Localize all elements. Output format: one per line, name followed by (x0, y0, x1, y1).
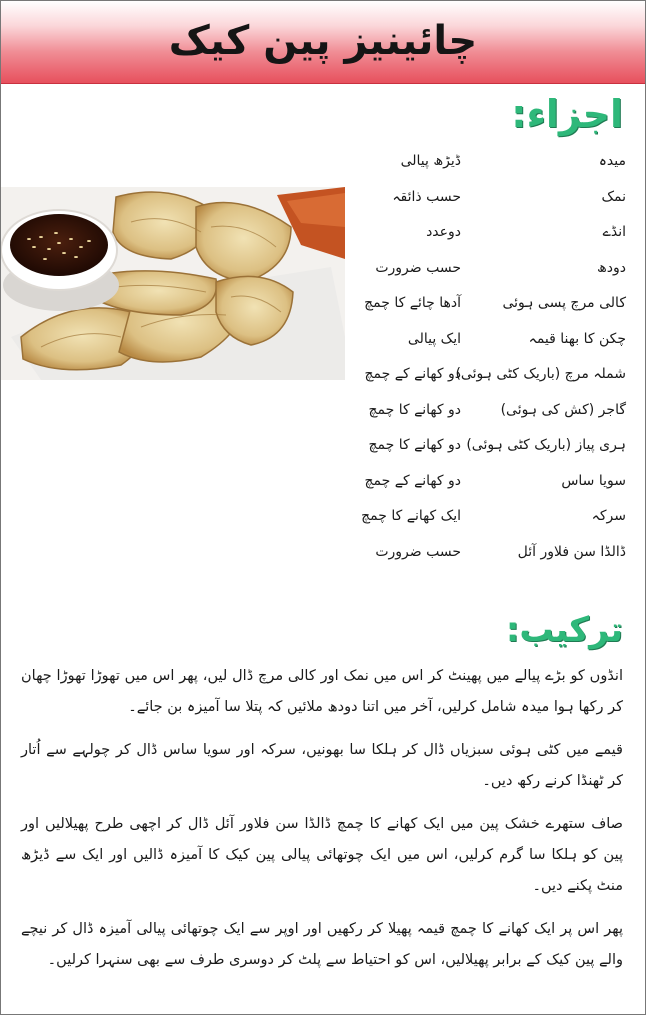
method-step: قیمے میں کٹی ہوئی سبزیاں ڈال کر ہلکا سا بھونیں، سرکہ اور سویا ساس ڈال کر چولہے سے اُتار کر ٹھنڈا کرنے رکھ دیں۔ (21, 742, 623, 789)
ingredient-quantity: دو کھانے کے چمچ (364, 366, 461, 382)
ingredient-name: ڈالڈا سن فلاور آئل (517, 543, 626, 560)
ingredient-row (346, 364, 626, 400)
method-step: پھر اس پر ایک کھانے کا چمچ قیمہ پھیلا کر رکھیں اور اوپر سے ایک چوتھائی پیالی آمیزہ ڈال کر نیچے والے پین کیک کے برابر پھیلالیں، اس کو احتیاط سے پلٹ کر دوسری طرف سے بھی سنہرا کرلیں۔ (21, 921, 623, 968)
ingredient-row (346, 293, 626, 329)
ingredient-quantity: دو کھانے کا چمچ (368, 437, 461, 453)
ingredient-quantity: حسب ضرورت (375, 259, 461, 276)
recipe-title: چائینیز پین کیک (168, 18, 478, 64)
ingredient-row (346, 329, 626, 365)
ingredient-row (346, 471, 626, 507)
method-heading: ترکیب: (505, 610, 623, 650)
method-step: صاف ستھرے خشک پین میں ایک کھانے کا چمچ ڈالڈا سن فلاور آئل ڈال کر اچھی طرح پھیلالیں اور پین کو ہلکا سا گرم کرلیں، اس میں ایک چوتھائی پیالی پین کیک کا آمیزہ ڈالیں اور ایک سے ڈیڑھ منٹ پکنے دیں۔ (21, 816, 623, 894)
ingredients-heading: اجزاء: (511, 92, 623, 136)
ingredient-quantity: دوعدد (426, 224, 461, 240)
ingredient-row (346, 542, 626, 578)
ingredient-quantity: ڈیڑھ پیالی (400, 153, 461, 169)
ingredient-quantity: ایک پیالی (407, 330, 461, 347)
ingredient-name: گاجر (کش کی ہوئی) (500, 401, 626, 418)
ingredient-name: سرکہ (591, 508, 626, 524)
ingredient-name: میدہ (598, 153, 626, 169)
method-step: انڈوں کو بڑے پیالے میں پھینٹ کر اس میں نمک اور کالی مرچ ڈال لیں، پھر اس میں تھوڑا تھوڑا چھان کر رکھا ہوا میدہ شامل کرلیں، آخر میں اتنا دودھ ملائیں کہ پتلا سا آمیزہ بن جائے۔ (21, 668, 623, 715)
ingredient-row (346, 222, 626, 258)
ingredient-row (346, 187, 626, 223)
ingredient-quantity: حسب ضرورت (375, 543, 461, 560)
ingredient-name: نمک (601, 188, 626, 205)
ingredient-name: کالی مرچ پسی ہوئی (502, 295, 626, 311)
ingredients-list (346, 151, 626, 577)
ingredient-quantity: دو کھانے کے چمچ (364, 472, 461, 489)
ingredient-row (346, 400, 626, 436)
pancake-photo (1, 187, 345, 380)
method-text (21, 661, 623, 988)
ingredient-row (346, 506, 626, 542)
ingredient-row (346, 435, 626, 471)
ingredient-name: شملہ مرچ (باریک کٹی ہوئی) (455, 366, 626, 382)
ingredient-row (346, 258, 626, 294)
ingredient-name: ہری پیاز (باریک کٹی ہوئی) (466, 437, 626, 453)
ingredient-row (346, 151, 626, 187)
ingredient-quantity: آدھا چائے کا چمچ (364, 295, 461, 311)
title-banner (1, 1, 645, 84)
ingredient-name: انڈے (602, 224, 626, 240)
ingredient-quantity: ایک کھانے کا چمچ (361, 508, 461, 524)
ingredient-quantity: حسب ذائقہ (392, 188, 461, 205)
ingredient-name: سویا ساس (561, 472, 626, 489)
ingredient-name: چکن کا بھنا قیمہ (528, 330, 626, 347)
ingredient-quantity: دو کھانے کا چمچ (368, 401, 461, 418)
ingredient-name: دودھ (596, 259, 626, 276)
